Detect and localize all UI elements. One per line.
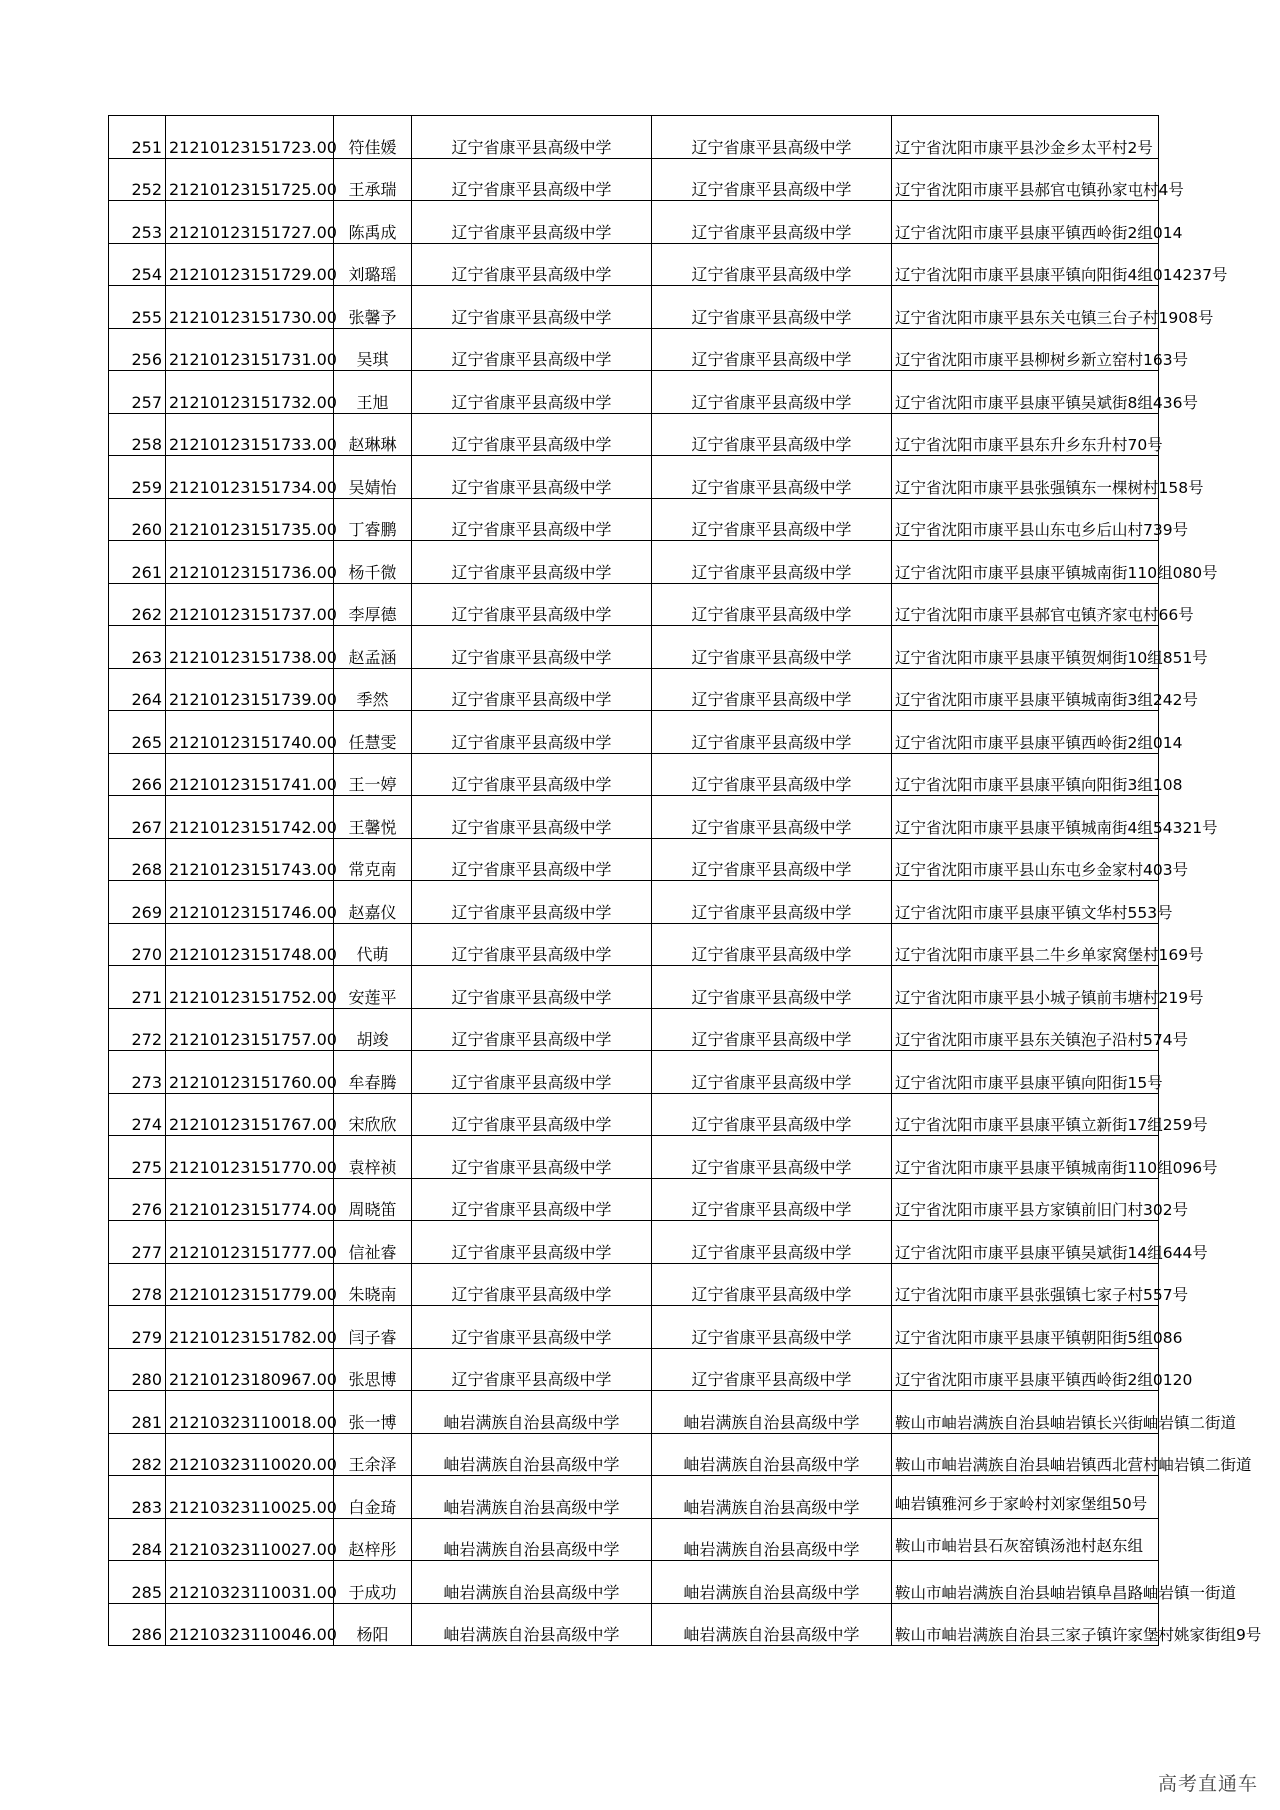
- row-number-cell: 278: [109, 1263, 166, 1306]
- row-number-cell: 281: [109, 1391, 166, 1434]
- student-name-cell: 任慧雯: [334, 711, 412, 754]
- home-address-cell: 辽宁省沈阳市康平县康平镇城南街3组242号: [892, 668, 1159, 711]
- student-name-cell: 季然: [334, 668, 412, 711]
- table-row: [109, 1603, 1159, 1646]
- table-row: [109, 583, 1159, 626]
- graduating-school-cell: 岫岩满族自治县高级中学: [412, 1561, 652, 1604]
- exam-id-cell: 21210323110025.00: [166, 1476, 334, 1519]
- row-number-cell: 285: [109, 1561, 166, 1604]
- admission-school-cell: 辽宁省康平县高级中学: [652, 243, 892, 286]
- admission-school-cell: 辽宁省康平县高级中学: [652, 1136, 892, 1179]
- table-row: [109, 1136, 1159, 1179]
- table-row: [109, 1306, 1159, 1349]
- row-number-cell: 284: [109, 1518, 166, 1561]
- exam-id-cell: 21210123151735.00: [166, 498, 334, 541]
- student-name-cell: 牟春腾: [334, 1051, 412, 1094]
- admission-school-cell: 辽宁省康平县高级中学: [652, 1221, 892, 1264]
- row-number-cell: 253: [109, 201, 166, 244]
- admission-school-cell: 辽宁省康平县高级中学: [652, 1051, 892, 1094]
- admission-school-cell: 辽宁省康平县高级中学: [652, 456, 892, 499]
- table-row: [109, 1391, 1159, 1434]
- row-number-cell: 256: [109, 328, 166, 371]
- student-name-cell: 胡竣: [334, 1008, 412, 1051]
- graduating-school-cell: 辽宁省康平县高级中学: [412, 711, 652, 754]
- admission-school-cell: 辽宁省康平县高级中学: [652, 626, 892, 669]
- student-name-cell: 袁梓祯: [334, 1136, 412, 1179]
- student-name-cell: 赵孟涵: [334, 626, 412, 669]
- home-address-cell: 鞍山市岫岩满族自治县三家子镇许家堡村姚家街组9号: [892, 1603, 1159, 1646]
- graduating-school-cell: 辽宁省康平县高级中学: [412, 286, 652, 329]
- exam-id-cell: 21210123180967.00: [166, 1348, 334, 1391]
- admission-roster-table: [108, 115, 1262, 1646]
- table-row: [109, 541, 1159, 584]
- graduating-school-cell: 辽宁省康平县高级中学: [412, 626, 652, 669]
- graduating-school-cell: 辽宁省康平县高级中学: [412, 1306, 652, 1349]
- student-name-cell: 杨千微: [334, 541, 412, 584]
- exam-id-cell: 21210123151767.00: [166, 1093, 334, 1136]
- exam-id-cell: 21210123151774.00: [166, 1178, 334, 1221]
- home-address-cell: 辽宁省沈阳市康平县康平镇城南街110组080号: [892, 541, 1159, 584]
- graduating-school-cell: 辽宁省康平县高级中学: [412, 541, 652, 584]
- row-number-cell: 280: [109, 1348, 166, 1391]
- table-row: [109, 796, 1159, 839]
- home-address-cell: 辽宁省沈阳市康平县柳树乡新立窑村163号: [892, 328, 1159, 371]
- admission-school-cell: 辽宁省康平县高级中学: [652, 158, 892, 201]
- admission-school-cell: 辽宁省康平县高级中学: [652, 286, 892, 329]
- table-row: [109, 1008, 1159, 1051]
- row-number-cell: 275: [109, 1136, 166, 1179]
- home-address-cell: 辽宁省沈阳市康平县康平镇向阳街3组108: [892, 753, 1159, 796]
- row-number-cell: 273: [109, 1051, 166, 1094]
- exam-id-cell: 21210123151740.00: [166, 711, 334, 754]
- exam-id-cell: 21210123151742.00: [166, 796, 334, 839]
- exam-id-cell: 21210123151738.00: [166, 626, 334, 669]
- table-row: [109, 923, 1159, 966]
- admission-school-cell: 辽宁省康平县高级中学: [652, 541, 892, 584]
- graduating-school-cell: 岫岩满族自治县高级中学: [412, 1433, 652, 1476]
- admission-school-cell: 辽宁省康平县高级中学: [652, 328, 892, 371]
- admission-school-cell: 辽宁省康平县高级中学: [652, 923, 892, 966]
- row-number-cell: 286: [109, 1603, 166, 1646]
- admission-school-cell: 岫岩满族自治县高级中学: [652, 1561, 892, 1604]
- graduating-school-cell: 辽宁省康平县高级中学: [412, 158, 652, 201]
- admission-school-cell: 辽宁省康平县高级中学: [652, 796, 892, 839]
- table-row: [109, 1518, 1159, 1561]
- student-name-cell: 周晓笛: [334, 1178, 412, 1221]
- row-number-cell: 271: [109, 966, 166, 1009]
- row-number-cell: 268: [109, 838, 166, 881]
- graduating-school-cell: 辽宁省康平县高级中学: [412, 201, 652, 244]
- graduating-school-cell: 辽宁省康平县高级中学: [412, 1051, 652, 1094]
- graduating-school-cell: 辽宁省康平县高级中学: [412, 881, 652, 924]
- student-name-cell: 符佳媛: [334, 116, 412, 159]
- exam-id-cell: 21210123151777.00: [166, 1221, 334, 1264]
- graduating-school-cell: 辽宁省康平县高级中学: [412, 1008, 652, 1051]
- exam-id-cell: 21210123151752.00: [166, 966, 334, 1009]
- home-address-cell: 辽宁省沈阳市康平县康平镇吴斌街14组644号: [892, 1221, 1159, 1264]
- graduating-school-cell: 辽宁省康平县高级中学: [412, 1093, 652, 1136]
- student-name-cell: 吴婧怡: [334, 456, 412, 499]
- student-name-cell: 张一博: [334, 1391, 412, 1434]
- home-address-cell: 辽宁省沈阳市康平县东升乡东升村70号: [892, 413, 1159, 456]
- home-address-cell: 辽宁省沈阳市康平县张强镇东一棵树村158号: [892, 456, 1159, 499]
- table-row: [109, 201, 1159, 244]
- home-address-cell: 岫岩镇雅河乡于家岭村刘家堡组50号: [892, 1476, 1159, 1519]
- student-name-cell: 朱晓南: [334, 1263, 412, 1306]
- graduating-school-cell: 辽宁省康平县高级中学: [412, 328, 652, 371]
- student-name-cell: 张思博: [334, 1348, 412, 1391]
- admission-school-cell: 辽宁省康平县高级中学: [652, 1008, 892, 1051]
- exam-id-cell: 21210123151760.00: [166, 1051, 334, 1094]
- graduating-school-cell: 辽宁省康平县高级中学: [412, 243, 652, 286]
- table-row: [109, 966, 1159, 1009]
- table-row: [109, 711, 1159, 754]
- admission-school-cell: 辽宁省康平县高级中学: [652, 1306, 892, 1349]
- table-row: [109, 1178, 1159, 1221]
- admission-school-cell: 辽宁省康平县高级中学: [652, 413, 892, 456]
- exam-id-cell: 21210323110031.00: [166, 1561, 334, 1604]
- student-name-cell: 赵嘉仪: [334, 881, 412, 924]
- graduating-school-cell: 辽宁省康平县高级中学: [412, 498, 652, 541]
- exam-id-cell: 21210123151748.00: [166, 923, 334, 966]
- row-number-cell: 260: [109, 498, 166, 541]
- home-address-cell: 辽宁省沈阳市康平县康平镇城南街110组096号: [892, 1136, 1159, 1179]
- home-address-cell: 鞍山市岫岩满族自治县岫岩镇阜昌路岫岩镇一街道: [892, 1561, 1159, 1604]
- row-number-cell: 279: [109, 1306, 166, 1349]
- admission-school-cell: 辽宁省康平县高级中学: [652, 838, 892, 881]
- admission-school-cell: 辽宁省康平县高级中学: [652, 1093, 892, 1136]
- graduating-school-cell: 辽宁省康平县高级中学: [412, 1178, 652, 1221]
- table-row: [109, 753, 1159, 796]
- table-row: [109, 498, 1159, 541]
- graduating-school-cell: 辽宁省康平县高级中学: [412, 1263, 652, 1306]
- row-number-cell: 255: [109, 286, 166, 329]
- table-row: [109, 838, 1159, 881]
- graduating-school-cell: 辽宁省康平县高级中学: [412, 668, 652, 711]
- admission-school-cell: 辽宁省康平县高级中学: [652, 1263, 892, 1306]
- exam-id-cell: 21210123151741.00: [166, 753, 334, 796]
- student-name-cell: 陈禹成: [334, 201, 412, 244]
- admission-school-cell: 辽宁省康平县高级中学: [652, 583, 892, 626]
- home-address-cell: 辽宁省沈阳市康平县康平镇贺炯街10组851号: [892, 626, 1159, 669]
- admission-school-cell: 辽宁省康平县高级中学: [652, 116, 892, 159]
- admission-school-cell: 岫岩满族自治县高级中学: [652, 1518, 892, 1561]
- home-address-cell: 辽宁省沈阳市康平县康平镇向阳街4组014237号: [892, 243, 1159, 286]
- home-address-cell: 辽宁省沈阳市康平县康平镇西岭街2组0120: [892, 1348, 1159, 1391]
- home-address-cell: 鞍山市岫岩满族自治县岫岩镇西北营村岫岩镇二街道: [892, 1433, 1159, 1476]
- graduating-school-cell: 岫岩满族自治县高级中学: [412, 1603, 652, 1646]
- admission-school-cell: 辽宁省康平县高级中学: [652, 1178, 892, 1221]
- graduating-school-cell: 岫岩满族自治县高级中学: [412, 1476, 652, 1519]
- table-row: [109, 1348, 1159, 1391]
- home-address-cell: 辽宁省沈阳市康平县康平镇西岭街2组014: [892, 711, 1159, 754]
- row-number-cell: 254: [109, 243, 166, 286]
- admission-school-cell: 辽宁省康平县高级中学: [652, 711, 892, 754]
- graduating-school-cell: 辽宁省康平县高级中学: [412, 116, 652, 159]
- home-address-cell: 辽宁省沈阳市康平县郝官屯镇齐家屯村66号: [892, 583, 1159, 626]
- table-row: [109, 1051, 1159, 1094]
- graduating-school-cell: 辽宁省康平县高级中学: [412, 413, 652, 456]
- row-number-cell: 251: [109, 116, 166, 159]
- student-name-cell: 宋欣欣: [334, 1093, 412, 1136]
- admission-school-cell: 辽宁省康平县高级中学: [652, 371, 892, 414]
- table-row: [109, 1476, 1159, 1519]
- row-number-cell: 266: [109, 753, 166, 796]
- student-name-cell: 王一婷: [334, 753, 412, 796]
- exam-id-cell: 21210123151727.00: [166, 201, 334, 244]
- student-name-cell: 吴琪: [334, 328, 412, 371]
- admission-school-cell: 辽宁省康平县高级中学: [652, 498, 892, 541]
- row-number-cell: 283: [109, 1476, 166, 1519]
- row-number-cell: 282: [109, 1433, 166, 1476]
- exam-id-cell: 21210323110018.00: [166, 1391, 334, 1434]
- exam-id-cell: 21210123151723.00: [166, 116, 334, 159]
- graduating-school-cell: 岫岩满族自治县高级中学: [412, 1391, 652, 1434]
- student-name-cell: 刘璐瑶: [334, 243, 412, 286]
- exam-id-cell: 21210323110046.00: [166, 1603, 334, 1646]
- student-name-cell: 赵琳琳: [334, 413, 412, 456]
- exam-id-cell: 21210123151734.00: [166, 456, 334, 499]
- home-address-cell: 辽宁省沈阳市康平县康平镇西岭街2组014: [892, 201, 1159, 244]
- admission-school-cell: 辽宁省康平县高级中学: [652, 753, 892, 796]
- table-row: [109, 413, 1159, 456]
- table-row: [109, 243, 1159, 286]
- admission-school-cell: 辽宁省康平县高级中学: [652, 1348, 892, 1391]
- admission-school-cell: 辽宁省康平县高级中学: [652, 201, 892, 244]
- exam-id-cell: 21210323110020.00: [166, 1433, 334, 1476]
- exam-id-cell: 21210323110027.00: [166, 1518, 334, 1561]
- table-row: [109, 456, 1159, 499]
- table-row: [109, 1093, 1159, 1136]
- admission-school-cell: 岫岩满族自治县高级中学: [652, 1433, 892, 1476]
- row-number-cell: 274: [109, 1093, 166, 1136]
- exam-id-cell: 21210123151730.00: [166, 286, 334, 329]
- home-address-cell: 辽宁省沈阳市康平县康平镇朝阳街5组086: [892, 1306, 1159, 1349]
- exam-id-cell: 21210123151746.00: [166, 881, 334, 924]
- graduating-school-cell: 辽宁省康平县高级中学: [412, 1221, 652, 1264]
- graduating-school-cell: 辽宁省康平县高级中学: [412, 923, 652, 966]
- exam-id-cell: 21210123151737.00: [166, 583, 334, 626]
- row-number-cell: 262: [109, 583, 166, 626]
- student-name-cell: 赵梓彤: [334, 1518, 412, 1561]
- graduating-school-cell: 辽宁省康平县高级中学: [412, 583, 652, 626]
- home-address-cell: 辽宁省沈阳市康平县方家镇前旧门村302号: [892, 1178, 1159, 1221]
- home-address-cell: 辽宁省沈阳市康平县张强镇七家子村557号: [892, 1263, 1159, 1306]
- student-name-cell: 闫子睿: [334, 1306, 412, 1349]
- graduating-school-cell: 辽宁省康平县高级中学: [412, 838, 652, 881]
- student-name-cell: 于成功: [334, 1561, 412, 1604]
- exam-id-cell: 21210123151725.00: [166, 158, 334, 201]
- home-address-cell: 辽宁省沈阳市康平县山东屯乡金家村403号: [892, 838, 1159, 881]
- row-number-cell: 269: [109, 881, 166, 924]
- exam-id-cell: 21210123151782.00: [166, 1306, 334, 1349]
- row-number-cell: 264: [109, 668, 166, 711]
- table-row: [109, 626, 1159, 669]
- table-row: [109, 1221, 1159, 1264]
- table-row: [109, 668, 1159, 711]
- table-row: [109, 881, 1159, 924]
- exam-id-cell: 21210123151770.00: [166, 1136, 334, 1179]
- graduating-school-cell: 岫岩满族自治县高级中学: [412, 1518, 652, 1561]
- home-address-cell: 辽宁省沈阳市康平县康平镇立新街17组259号: [892, 1093, 1159, 1136]
- student-name-cell: 丁睿鹏: [334, 498, 412, 541]
- row-number-cell: 270: [109, 923, 166, 966]
- home-address-cell: 辽宁省沈阳市康平县东关镇泡子沿村574号: [892, 1008, 1159, 1051]
- home-address-cell: 辽宁省沈阳市康平县小城子镇前韦塘村219号: [892, 966, 1159, 1009]
- table-row: [109, 371, 1159, 414]
- row-number-cell: 272: [109, 1008, 166, 1051]
- exam-id-cell: 21210123151757.00: [166, 1008, 334, 1051]
- student-name-cell: 王旭: [334, 371, 412, 414]
- home-address-cell: 辽宁省沈阳市康平县康平镇向阳街15号: [892, 1051, 1159, 1094]
- graduating-school-cell: 辽宁省康平县高级中学: [412, 1348, 652, 1391]
- graduating-school-cell: 辽宁省康平县高级中学: [412, 966, 652, 1009]
- exam-id-cell: 21210123151732.00: [166, 371, 334, 414]
- student-name-cell: 信祉睿: [334, 1221, 412, 1264]
- exam-id-cell: 21210123151739.00: [166, 668, 334, 711]
- table-row: [109, 158, 1159, 201]
- student-name-cell: 白金琦: [334, 1476, 412, 1519]
- row-number-cell: 267: [109, 796, 166, 839]
- exam-id-cell: 21210123151743.00: [166, 838, 334, 881]
- table-row: [109, 1263, 1159, 1306]
- admission-school-cell: 辽宁省康平县高级中学: [652, 881, 892, 924]
- table-row: [109, 1561, 1159, 1604]
- exam-id-cell: 21210123151779.00: [166, 1263, 334, 1306]
- admission-school-cell: 辽宁省康平县高级中学: [652, 966, 892, 1009]
- row-number-cell: 259: [109, 456, 166, 499]
- row-number-cell: 277: [109, 1221, 166, 1264]
- admission-school-cell: 岫岩满族自治县高级中学: [652, 1476, 892, 1519]
- graduating-school-cell: 辽宁省康平县高级中学: [412, 753, 652, 796]
- row-number-cell: 261: [109, 541, 166, 584]
- home-address-cell: 辽宁省沈阳市康平县山东屯乡后山村739号: [892, 498, 1159, 541]
- home-address-cell: 辽宁省沈阳市康平县康平镇文华村553号: [892, 881, 1159, 924]
- home-address-cell: 鞍山市岫岩满族自治县岫岩镇长兴街岫岩镇二街道: [892, 1391, 1159, 1434]
- student-name-cell: 常克南: [334, 838, 412, 881]
- table-row: [109, 328, 1159, 371]
- table-row: [109, 1433, 1159, 1476]
- graduating-school-cell: 辽宁省康平县高级中学: [412, 371, 652, 414]
- row-number-cell: 265: [109, 711, 166, 754]
- student-name-cell: 杨阳: [334, 1603, 412, 1646]
- student-name-cell: 王余泽: [334, 1433, 412, 1476]
- exam-id-cell: 21210123151736.00: [166, 541, 334, 584]
- student-name-cell: 张馨予: [334, 286, 412, 329]
- graduating-school-cell: 辽宁省康平县高级中学: [412, 456, 652, 499]
- row-number-cell: 276: [109, 1178, 166, 1221]
- admission-school-cell: 岫岩满族自治县高级中学: [652, 1603, 892, 1646]
- row-number-cell: 252: [109, 158, 166, 201]
- row-number-cell: 258: [109, 413, 166, 456]
- graduating-school-cell: 辽宁省康平县高级中学: [412, 796, 652, 839]
- home-address-cell: 辽宁省沈阳市康平县康平镇吴斌街8组436号: [892, 371, 1159, 414]
- admission-school-cell: 岫岩满族自治县高级中学: [652, 1391, 892, 1434]
- row-number-cell: 263: [109, 626, 166, 669]
- home-address-cell: 辽宁省沈阳市康平县东关屯镇三台子村1908号: [892, 286, 1159, 329]
- exam-id-cell: 21210123151729.00: [166, 243, 334, 286]
- table-row: [109, 116, 1159, 159]
- student-name-cell: 安莲平: [334, 966, 412, 1009]
- exam-id-cell: 21210123151731.00: [166, 328, 334, 371]
- exam-id-cell: 21210123151733.00: [166, 413, 334, 456]
- student-name-cell: 王承瑞: [334, 158, 412, 201]
- watermark-text: 高考直通车: [1157, 1773, 1258, 1795]
- home-address-cell: 辽宁省沈阳市康平县郝官屯镇孙家屯村4号: [892, 158, 1159, 201]
- student-name-cell: 王馨悦: [334, 796, 412, 839]
- roster-body: [109, 116, 1262, 1646]
- row-number-cell: 257: [109, 371, 166, 414]
- table-row: [109, 286, 1159, 329]
- graduating-school-cell: 辽宁省康平县高级中学: [412, 1136, 652, 1179]
- student-name-cell: 代萌: [334, 923, 412, 966]
- home-address-cell: 鞍山市岫岩县石灰窑镇汤池村赵东组: [892, 1518, 1159, 1561]
- home-address-cell: 辽宁省沈阳市康平县沙金乡太平村2号: [892, 116, 1159, 159]
- admission-school-cell: 辽宁省康平县高级中学: [652, 668, 892, 711]
- home-address-cell: 辽宁省沈阳市康平县康平镇城南街4组54321号: [892, 796, 1159, 839]
- student-name-cell: 李厚德: [334, 583, 412, 626]
- home-address-cell: 辽宁省沈阳市康平县二牛乡单家窝堡村169号: [892, 923, 1159, 966]
